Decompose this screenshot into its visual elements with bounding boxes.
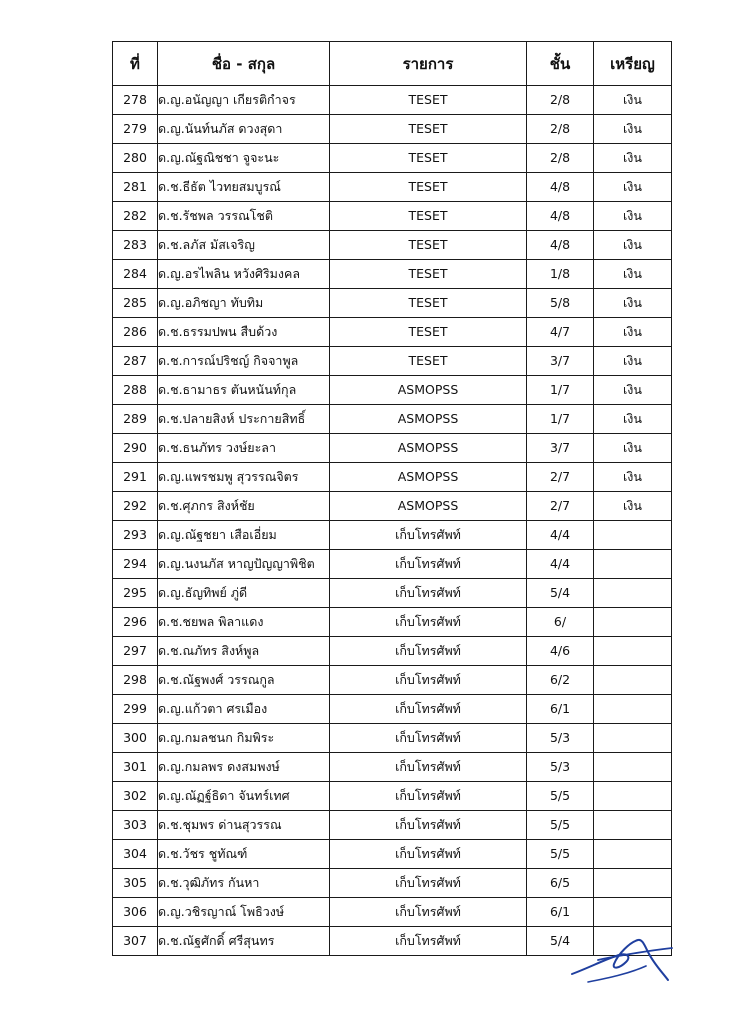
- cell-class: 2/8: [527, 144, 594, 173]
- cell-medal: เงิน: [594, 202, 672, 231]
- cell-no: 301: [113, 753, 158, 782]
- cell-item: เก็บโทรศัพท์: [330, 927, 527, 956]
- cell-item: TESET: [330, 289, 527, 318]
- cell-name: ด.ญ.ณัฐณิชชา จูจะนะ: [158, 144, 330, 173]
- cell-name: ด.ช.ณัฐพงศ์ วรรณกูล: [158, 666, 330, 695]
- cell-medal: [594, 753, 672, 782]
- table-row: [113, 260, 672, 289]
- cell-no: 303: [113, 811, 158, 840]
- cell-item: เก็บโทรศัพท์: [330, 753, 527, 782]
- cell-medal: เงิน: [594, 405, 672, 434]
- table-row: [113, 376, 672, 405]
- table-row: [113, 231, 672, 260]
- cell-no: 302: [113, 782, 158, 811]
- cell-no: 287: [113, 347, 158, 376]
- table-row: [113, 753, 672, 782]
- cell-no: 297: [113, 637, 158, 666]
- table-row: [113, 289, 672, 318]
- table-row: [113, 347, 672, 376]
- cell-medal: [594, 811, 672, 840]
- cell-no: 293: [113, 521, 158, 550]
- cell-medal: เงิน: [594, 173, 672, 202]
- cell-medal: [594, 637, 672, 666]
- cell-item: ASMOPSS: [330, 434, 527, 463]
- cell-no: 299: [113, 695, 158, 724]
- cell-no: 284: [113, 260, 158, 289]
- cell-item: เก็บโทรศัพท์: [330, 579, 527, 608]
- cell-name: ด.ช.ปลายสิงห์ ประกายสิทธิ์: [158, 405, 330, 434]
- cell-class: 5/4: [527, 927, 594, 956]
- cell-medal: เงิน: [594, 347, 672, 376]
- cell-item: เก็บโทรศัพท์: [330, 521, 527, 550]
- cell-medal: [594, 840, 672, 869]
- cell-medal: เงิน: [594, 463, 672, 492]
- cell-item: เก็บโทรศัพท์: [330, 666, 527, 695]
- cell-name: ด.ช.วุฒิภัทร กันหา: [158, 869, 330, 898]
- cell-item: เก็บโทรศัพท์: [330, 695, 527, 724]
- cell-no: 291: [113, 463, 158, 492]
- cell-item: TESET: [330, 86, 527, 115]
- cell-name: ด.ช.ณัฐศักดิ์ ศรีสุนทร: [158, 927, 330, 956]
- cell-name: ด.ญ.อภิชญา ทับทิม: [158, 289, 330, 318]
- cell-name: ด.ช.วัชร ชูทัณฑ์: [158, 840, 330, 869]
- cell-medal: [594, 608, 672, 637]
- cell-item: TESET: [330, 231, 527, 260]
- table-row: [113, 318, 672, 347]
- cell-item: TESET: [330, 115, 527, 144]
- cell-class: 1/7: [527, 376, 594, 405]
- cell-item: ASMOPSS: [330, 376, 527, 405]
- cell-class: 6/5: [527, 869, 594, 898]
- cell-item: ASMOPSS: [330, 492, 527, 521]
- cell-item: เก็บโทรศัพท์: [330, 869, 527, 898]
- cell-name: ด.ช.รัชพล วรรณโชติ: [158, 202, 330, 231]
- cell-no: 286: [113, 318, 158, 347]
- table-row: [113, 144, 672, 173]
- cell-class: 2/7: [527, 463, 594, 492]
- table-row: [113, 869, 672, 898]
- cell-no: 290: [113, 434, 158, 463]
- cell-item: เก็บโทรศัพท์: [330, 840, 527, 869]
- table-row: [113, 579, 672, 608]
- table-row: [113, 115, 672, 144]
- table-row: [113, 492, 672, 521]
- cell-name: ด.ช.การณ์ปริชญ์ กิจจาพูล: [158, 347, 330, 376]
- cell-item: เก็บโทรศัพท์: [330, 811, 527, 840]
- table-row: [113, 811, 672, 840]
- cell-class: 6/: [527, 608, 594, 637]
- cell-item: TESET: [330, 318, 527, 347]
- cell-name: ด.ช.ธรรมปพน สืบด้วง: [158, 318, 330, 347]
- cell-item: เก็บโทรศัพท์: [330, 898, 527, 927]
- cell-item: เก็บโทรศัพท์: [330, 637, 527, 666]
- cell-name: ด.ญ.กมลชนก กิมพิระ: [158, 724, 330, 753]
- cell-medal: [594, 869, 672, 898]
- cell-class: 5/5: [527, 811, 594, 840]
- cell-class: 6/1: [527, 898, 594, 927]
- table-header: [113, 42, 672, 86]
- header-row: [113, 42, 672, 86]
- table-row: [113, 782, 672, 811]
- cell-no: 288: [113, 376, 158, 405]
- table-body: [113, 86, 672, 956]
- table-row: [113, 898, 672, 927]
- award-list-table: [112, 41, 672, 956]
- cell-item: ASMOPSS: [330, 405, 527, 434]
- cell-class: 6/2: [527, 666, 594, 695]
- cell-name: ด.ช.ณภัทร สิงห์พูล: [158, 637, 330, 666]
- cell-item: เก็บโทรศัพท์: [330, 782, 527, 811]
- cell-medal: เงิน: [594, 318, 672, 347]
- cell-medal: [594, 695, 672, 724]
- cell-no: 307: [113, 927, 158, 956]
- cell-item: เก็บโทรศัพท์: [330, 550, 527, 579]
- cell-class: 5/3: [527, 753, 594, 782]
- cell-class: 3/7: [527, 347, 594, 376]
- header-item: รายการ: [330, 42, 527, 86]
- cell-medal: เงิน: [594, 231, 672, 260]
- cell-class: 4/8: [527, 231, 594, 260]
- table-row: [113, 666, 672, 695]
- cell-no: 285: [113, 289, 158, 318]
- cell-name: ด.ช.ลภัส มัสเจริญ: [158, 231, 330, 260]
- table-row: [113, 521, 672, 550]
- cell-medal: [594, 782, 672, 811]
- header-name: ชื่อ - สกุล: [158, 42, 330, 86]
- table-row: [113, 695, 672, 724]
- cell-no: 298: [113, 666, 158, 695]
- cell-medal: เงิน: [594, 289, 672, 318]
- cell-name: ด.ญ.นงนภัส หาญปัญญาพิชิต: [158, 550, 330, 579]
- cell-class: 4/7: [527, 318, 594, 347]
- cell-class: 4/8: [527, 173, 594, 202]
- cell-medal: [594, 579, 672, 608]
- cell-class: 1/8: [527, 260, 594, 289]
- header-no: ที่: [113, 42, 158, 86]
- cell-medal: เงิน: [594, 260, 672, 289]
- cell-no: 296: [113, 608, 158, 637]
- cell-item: TESET: [330, 260, 527, 289]
- header-class: ชั้น: [527, 42, 594, 86]
- table-row: [113, 463, 672, 492]
- cell-name: ด.ญ.ธัญทิพย์ ภู่ดี: [158, 579, 330, 608]
- cell-name: ด.ช.ธีธัต ไวทยสมบูรณ์: [158, 173, 330, 202]
- table-row: [113, 202, 672, 231]
- cell-item: TESET: [330, 144, 527, 173]
- cell-no: 289: [113, 405, 158, 434]
- cell-class: 4/4: [527, 521, 594, 550]
- cell-name: ด.ญ.วชิรญาณ์ โพธิวงษ์: [158, 898, 330, 927]
- cell-item: เก็บโทรศัพท์: [330, 608, 527, 637]
- cell-no: 282: [113, 202, 158, 231]
- cell-medal: เงิน: [594, 434, 672, 463]
- table-row: [113, 405, 672, 434]
- cell-class: 2/8: [527, 115, 594, 144]
- cell-name: ด.ญ.อรไพลิน หวังศิริมงคล: [158, 260, 330, 289]
- cell-class: 2/7: [527, 492, 594, 521]
- cell-medal: [594, 724, 672, 753]
- table-row: [113, 608, 672, 637]
- cell-name: ด.ญ.แก้วตา ศรเมือง: [158, 695, 330, 724]
- cell-no: 278: [113, 86, 158, 115]
- cell-name: ด.ช.ชยพล พิลาแดง: [158, 608, 330, 637]
- cell-name: ด.ช.ชุมพร ด่านสุวรรณ: [158, 811, 330, 840]
- table-row: [113, 434, 672, 463]
- cell-name: ด.ญ.ณัฏฐ์ธิดา จันทร์เทศ: [158, 782, 330, 811]
- table-row: [113, 840, 672, 869]
- cell-no: 283: [113, 231, 158, 260]
- cell-medal: เงิน: [594, 492, 672, 521]
- cell-name: ด.ช.ธามาธร ตันหนันท์กุล: [158, 376, 330, 405]
- cell-no: 306: [113, 898, 158, 927]
- cell-no: 305: [113, 869, 158, 898]
- cell-class: 6/1: [527, 695, 594, 724]
- cell-no: 294: [113, 550, 158, 579]
- cell-no: 304: [113, 840, 158, 869]
- cell-medal: [594, 550, 672, 579]
- cell-class: 4/4: [527, 550, 594, 579]
- cell-medal: เงิน: [594, 144, 672, 173]
- cell-class: 3/7: [527, 434, 594, 463]
- cell-item: เก็บโทรศัพท์: [330, 724, 527, 753]
- cell-name: ด.ญ.กมลพร ดงสมพงษ์: [158, 753, 330, 782]
- cell-medal: เงิน: [594, 376, 672, 405]
- cell-no: 295: [113, 579, 158, 608]
- cell-name: ด.ญ.ณัฐชยา เสือเอี่ยม: [158, 521, 330, 550]
- table-row: [113, 637, 672, 666]
- cell-item: ASMOPSS: [330, 463, 527, 492]
- signature-stroke-1: [572, 940, 668, 980]
- cell-medal: [594, 666, 672, 695]
- cell-name: ด.ญ.นันท์นภัส ดวงสุดา: [158, 115, 330, 144]
- cell-class: 5/5: [527, 840, 594, 869]
- cell-no: 292: [113, 492, 158, 521]
- cell-class: 1/7: [527, 405, 594, 434]
- signature-mark: [568, 930, 678, 992]
- table-row: [113, 173, 672, 202]
- cell-name: ด.ญ.แพรชมพู สุวรรณจิตร: [158, 463, 330, 492]
- cell-class: 5/8: [527, 289, 594, 318]
- cell-medal: เงิน: [594, 86, 672, 115]
- table-row: [113, 86, 672, 115]
- table-row: [113, 550, 672, 579]
- cell-class: 4/8: [527, 202, 594, 231]
- cell-no: 280: [113, 144, 158, 173]
- signature-stroke-2: [598, 948, 672, 960]
- table-row: [113, 724, 672, 753]
- cell-class: 5/4: [527, 579, 594, 608]
- header-medal: เหรียญ: [594, 42, 672, 86]
- cell-item: TESET: [330, 347, 527, 376]
- cell-class: 2/8: [527, 86, 594, 115]
- cell-name: ด.ช.ธนภัทร วงษ์ยะลา: [158, 434, 330, 463]
- cell-item: TESET: [330, 173, 527, 202]
- cell-medal: [594, 898, 672, 927]
- cell-medal: [594, 521, 672, 550]
- cell-no: 300: [113, 724, 158, 753]
- cell-class: 5/5: [527, 782, 594, 811]
- cell-no: 281: [113, 173, 158, 202]
- cell-name: ด.ช.ศุภกร สิงห์ชัย: [158, 492, 330, 521]
- cell-class: 5/3: [527, 724, 594, 753]
- cell-class: 4/6: [527, 637, 594, 666]
- cell-medal: เงิน: [594, 115, 672, 144]
- cell-no: 279: [113, 115, 158, 144]
- cell-name: ด.ญ.อนัญญา เกียรติกำจร: [158, 86, 330, 115]
- cell-item: TESET: [330, 202, 527, 231]
